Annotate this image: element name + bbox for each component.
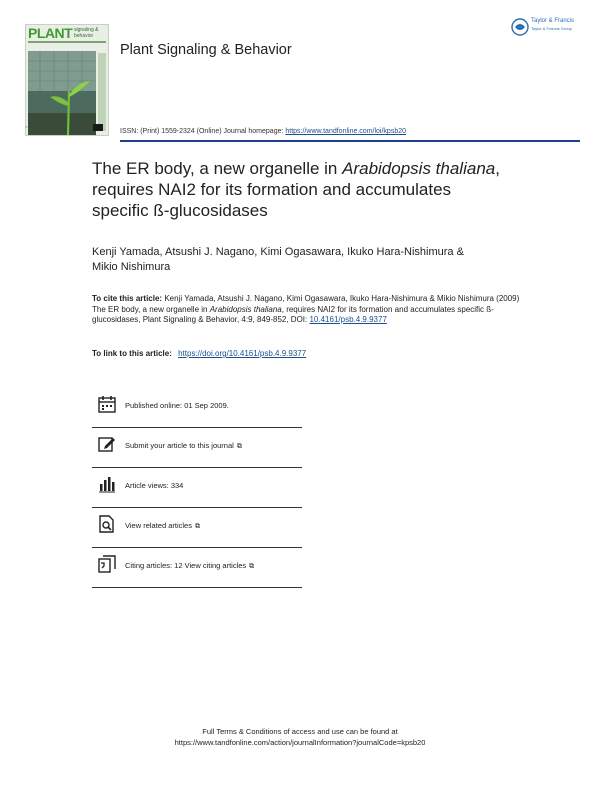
terms-footer <box>0 726 600 748</box>
author-list: Kenji Yamada, Atsushi J. Nagano, Kimi Ogasawara, Ikuko Hara-Nishimura & Mikio Nishimura <box>92 246 464 273</box>
external-link-icon: ⧉ <box>249 563 255 570</box>
related-articles-row[interactable] <box>92 508 302 548</box>
footer-terms-link[interactable]: https://www.tandfonline.com/action/journalInformation?journalCode=kpsb20 <box>174 738 426 747</box>
article-doi-url[interactable]: https://doi.org/10.4161/psb.4.9.9377 <box>178 349 307 358</box>
footer-terms-text: Full Terms & Conditions of access and use can be found at <box>202 727 398 736</box>
submit-article-link[interactable]: Submit your article to this journal ⧉ <box>125 441 242 450</box>
published-online-row <box>92 388 302 428</box>
journal-homepage-link[interactable]: https://www.tandfonline.com/loi/kpsb20 <box>285 128 406 135</box>
issn-line <box>120 128 406 135</box>
citing-articles-row[interactable] <box>92 548 302 588</box>
cover-logo-subtitle: signaling & behavior <box>74 27 99 39</box>
citing-articles-link[interactable]: Citing articles: 12 View citing articles ⧉ <box>125 561 255 570</box>
external-link-icon: ⧉ <box>194 523 200 530</box>
publisher-name: Taylor & Francis <box>531 18 575 24</box>
submit-article-row[interactable] <box>92 428 302 468</box>
article-views-row <box>92 468 302 508</box>
cover-sidebar <box>98 53 106 131</box>
article-info-list <box>92 388 302 588</box>
related-articles-link[interactable]: View related articles ⧉ <box>125 521 200 530</box>
external-link-icon: ⧉ <box>236 443 242 450</box>
search-document-icon <box>98 515 116 533</box>
citation-block: To cite this article: Kenji Yamada, Atsushi J. Nagano, Kimi Ogasawara, Ikuko Hara-Nishimura & Mikio Nishimura (2009) The ER body, a new organelle in Arabidopsis thaliana, requires NAI2 for its formation and accumulates specific ß-glucosidases, Plant Signaling & Behavior, 4:9, 849-852, DOI: 10.4161/psb.4.9.9377 <box>92 294 520 324</box>
header-rule <box>120 140 580 142</box>
cover-divider <box>28 41 106 43</box>
cover-plant-image <box>28 51 96 135</box>
journal-cover <box>25 24 109 136</box>
link-label: To link to this article: <box>92 349 172 358</box>
doi-link[interactable]: 10.4161/psb.4.9.9377 <box>309 315 387 324</box>
publisher-mark-icon <box>93 124 103 131</box>
bar-chart-icon <box>98 475 116 493</box>
article-title: The ER body, a new organelle in Arabidopsis thaliana, requires NAI2 for its formation and accumulates specific ß-glucosidases <box>92 159 500 220</box>
citing-icon <box>98 555 116 573</box>
publisher-group: Taylor & Francis Group <box>531 26 572 31</box>
citation-label: To cite this article: <box>92 294 163 303</box>
journal-title[interactable]: Plant Signaling & Behavior <box>120 42 292 58</box>
open-access-mark-icon: ◦ <box>25 124 28 131</box>
calendar-icon <box>98 395 116 413</box>
cover-logo: PLANT <box>28 25 73 41</box>
link-to-article <box>92 349 306 358</box>
edit-icon <box>98 435 116 453</box>
published-online-text: Published online: 01 Sep 2009. <box>125 401 229 410</box>
article-views-text: Article views: 334 <box>125 481 184 490</box>
issn-text: ISSN: (Print) 1559-2324 (Online) Journal homepage: <box>120 128 284 135</box>
